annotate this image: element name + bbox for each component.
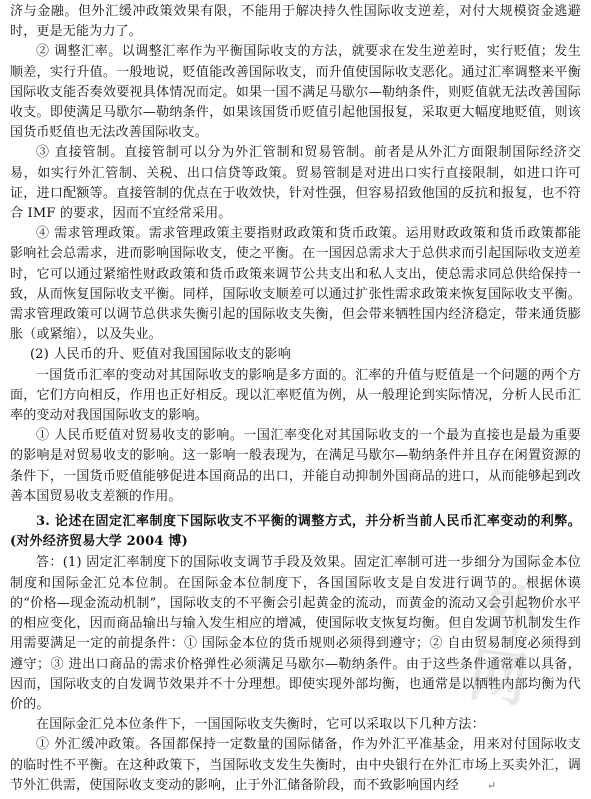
paragraph-buffer-policy	[10, 735, 581, 796]
paragraph-buffer-policy-text: ① 外汇缓冲政策。各国都保持一定数量的国际储备，作为外汇平准基金，用来对付国际收支的临时性不平衡。在这种政策下，当国际收支发生失衡时，由中央银行在外汇市场上买卖外汇，调节外汇供需，使国际收支变动的影响，止于外汇储备阶段，而不致影响国内经	[10, 737, 581, 793]
question-heading: 3. 论述在固定汇率制度下国际收支不平衡的调整方式，并分析当前人民币汇率变动的利弊。(对外经济贸易大学 2004 博)	[10, 514, 581, 550]
paragraph-return-mark: ↵	[486, 778, 497, 792]
paragraph-gold-exchange-methods: 在国际金汇兑本位条件下，一国国际收支失衡时，它可以采取以下几种方法：	[36, 717, 485, 733]
paragraph-trade-balance-effect: ① 人民币贬值对贸易收支的影响。一国汇率变化对其国际收支的一个最为直接也是最为重要的影响是对贸易收支的影响。这一影响一般表现为，在满足马歇尔—勒纳条件并且存在闲置资源的条件下，一国货币贬值能够促进本国商品的出口，并能自动抑制外国商品的进口，从而能够起到改善本国贸易收支差额的作用。	[10, 428, 581, 504]
paragraph-direct-control: ③ 直接管制。直接管制可以分为外汇管制和贸易管制。前者是从外汇方面限制国际经济交易，如实行外汇管制、关税、出口信贷等政策。贸易管制是对进出口实行直接限制，如进口许可证，进口配额等。直接管制的优点在于收效快，针对性强，但容易招致他国的反抗和报复，也不符合 IMF 的要求，因而不宜经常采用。	[10, 145, 581, 222]
paragraph-answer-fixed-rate: 答：(1) 固定汇率制度下的国际收支调节手段及效果。固定汇率制可进一步细分为国际金本位制度和国际金汇兑本位制。在国际金本位制度下，各国国际收支是自发进行调节的。根据休谟的“价格—现金流动机制”，国际收支的不平衡会引起黄金的流动，而黄金的流动又会引起物价水平的相应变化，因而商品输出与输入发生相应的增减，使国际收支恢复均衡。但自发调节机制发生作用需要满足一定的前提条件：① 国际金本位的货币规则必须得到遵守；② 自由贸易制度必须得到遵守；③ 进出口商品的需求价格弹性必须满足马歇尔—勒纳条件。由于这些条件通常难以具备，因而，国际收支的自发调节效果并不十分理想。即使实现外部均衡，也通常是以牺牲内部均衡为代价的。	[10, 555, 581, 712]
paragraph-exchange-rate-adjustment: ② 调整汇率。以调整汇率作为平衡国际收支的方法，就要求在发生逆差时，实行贬值；发生顺差，实行升值。一般地说，贬值能改善国际收支，而升值使国际收支恶化。通过汇率调整来平衡国际收支能否奏效要视具体情况而定。如果一国不满足马歇尔—勒纳条件，则贬值就无法改善国际收支。即使满足马歇尔—勒纳条件，如果该国货币贬值引起他国报复，采取更大幅度地贬值，则该国货币贬值也无法改善国际收支。	[10, 44, 581, 141]
paragraph-continuation: 济与金融。但外汇缓冲政策效果有限，不能用于解决持久性国际收支逆差，对付大规模资金逃避时，更是无能为力了。	[10, 4, 581, 40]
paragraph-demand-management: ④ 需求管理政策。需求管理政策主要指财政政策和货币政策。运用财政政策和货币政策都能影响社会总需求，进而影响国际收支，使之平衡。在一国因总需求大于总供求而引起国际收支逆差时，它可以通过紧缩性财政政策和货币政策来调节公共支出和私人支出，使总需求同总供给保持一致，从而恢复国际收支平衡。同样，国际收支顺差可以通过扩张性需求政策来恢复国际收支平衡。需求管理政策可以调节总供求失衡引起的国际收支失衡，但会带来牺牲国内经济稳定，带来通货膨胀（或紧缩），以及失业。	[10, 226, 581, 343]
paragraph-exchange-rate-effects: 一国货币汇率的变动对其国际收支的影响是多方面的。汇率的升值与贬值是一个问题的两个方面，它们方向相反，作用也正好相反。现以汇率贬值为例，从一般理论到实际情况，分析人民币汇率的变动对我国国际收支的影响。	[10, 367, 581, 424]
watermark-logo: 外 网	[464, 574, 542, 716]
subheading-rmb-appreciation-depreciation: (2) 人民币的升、贬值对我国国际收支的影响	[30, 347, 291, 363]
